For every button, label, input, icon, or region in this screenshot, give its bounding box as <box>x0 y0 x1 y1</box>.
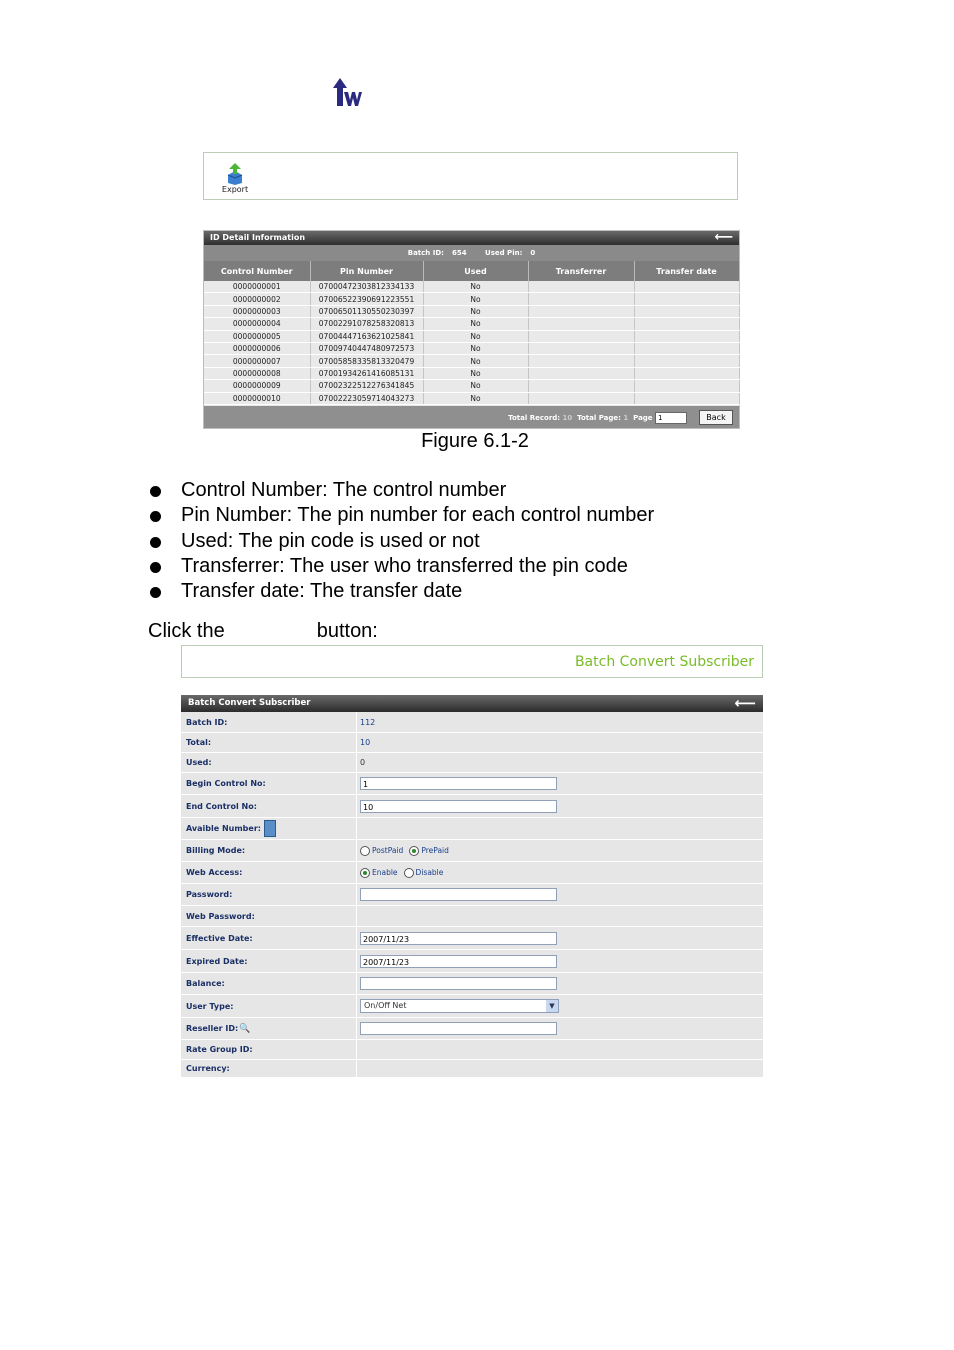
table-cell <box>528 293 634 305</box>
table-row <box>204 293 739 305</box>
prepaid-label: PrePaid <box>421 846 449 855</box>
used-pins-value: 0 <box>530 249 536 257</box>
company-logo <box>332 78 366 108</box>
table-cell: 0000000005 <box>204 330 310 342</box>
table-cell: 0000000006 <box>204 342 310 354</box>
calculator-icon[interactable] <box>264 820 276 837</box>
table-cell <box>528 367 634 379</box>
table-cell <box>528 342 634 354</box>
balance-label: Balance: <box>181 973 357 994</box>
total-record-value: 10 <box>562 414 573 422</box>
table-cell: No <box>423 318 528 330</box>
table-row <box>204 380 739 392</box>
table-cell: 07009740447480972573 <box>310 342 423 354</box>
bullet-item: Used: The pin code is used or not <box>148 529 654 554</box>
bullet-item: Transfer date: The transfer date <box>148 579 654 604</box>
table-cell <box>634 392 739 404</box>
table-row <box>204 305 739 317</box>
column-header: Transfer date <box>634 261 739 281</box>
click-suffix: button: <box>316 620 378 642</box>
table-cell: No <box>423 293 528 305</box>
password-input[interactable] <box>360 888 557 901</box>
total-value: 10 <box>360 738 371 747</box>
back-arrow-icon[interactable]: ⟵ <box>714 230 733 245</box>
table-cell: 0000000002 <box>204 293 310 305</box>
user-type-label: User Type: <box>181 995 357 1017</box>
expired-date-label: Expired Date: <box>181 950 357 972</box>
table-cell <box>634 367 739 379</box>
reseller-id-label: Reseller ID: <box>186 1024 239 1033</box>
table-cell <box>634 293 739 305</box>
prepaid-radio[interactable] <box>409 846 419 856</box>
table-cell <box>634 305 739 317</box>
row-used <box>181 753 763 773</box>
table-row <box>204 342 739 354</box>
batch-id-label: Batch ID: <box>181 712 357 732</box>
table-cell: No <box>423 305 528 317</box>
table-cell: 0000000001 <box>204 281 310 293</box>
effective-date-input[interactable]: 2007/11/23 <box>360 932 557 945</box>
table-cell: 07002223059714043273 <box>310 392 423 404</box>
table-cell <box>528 318 634 330</box>
row-rate-group <box>181 1040 763 1060</box>
batch-convert-link[interactable]: Batch Convert Subscriber <box>574 654 754 670</box>
row-begin-control <box>181 773 763 795</box>
table-cell: 0000000008 <box>204 367 310 379</box>
row-currency <box>181 1060 763 1078</box>
batch-id-value: 654 <box>451 249 467 257</box>
table-cell: 07004447163621025841 <box>310 330 423 342</box>
row-batch-id <box>181 712 763 733</box>
row-web-access <box>181 862 763 884</box>
row-user-type <box>181 995 763 1018</box>
export-button[interactable] <box>218 161 250 195</box>
bullet-item: Pin Number: The pin number for each control number <box>148 503 654 528</box>
row-reseller-id <box>181 1018 763 1040</box>
table-cell <box>528 355 634 367</box>
currency-label: Currency: <box>181 1060 357 1077</box>
search-icon[interactable]: 🔍 <box>239 1023 251 1034</box>
begin-control-input[interactable]: 1 <box>360 777 557 790</box>
form-title-bar <box>181 695 763 712</box>
row-balance <box>181 973 763 995</box>
end-control-label: End Control No: <box>181 795 357 817</box>
table-cell: No <box>423 367 528 379</box>
table-cell: 0000000007 <box>204 355 310 367</box>
postpaid-radio[interactable] <box>360 846 370 856</box>
table-cell <box>634 318 739 330</box>
click-prefix: Click the <box>148 620 225 642</box>
grid-title-bar <box>204 231 739 245</box>
row-password <box>181 884 763 906</box>
disable-label: Disable <box>415 868 444 877</box>
bullet-item: Control Number: The control number <box>148 478 654 503</box>
figure-caption: Figure 6.1-2 <box>421 430 529 452</box>
chevron-down-icon: ▼ <box>546 1000 558 1012</box>
table-cell: No <box>423 380 528 392</box>
click-instruction <box>148 620 378 643</box>
table-cell: 07005858335813320479 <box>310 355 423 367</box>
used-value: 0 <box>360 758 366 767</box>
batch-convert-form <box>181 695 763 1078</box>
grid-title: ID Detail Information <box>210 233 306 242</box>
table-cell <box>634 342 739 354</box>
used-pins-label: Used Pin: <box>485 249 523 257</box>
web-password-label: Web Password: <box>181 906 357 926</box>
row-total <box>181 733 763 753</box>
table-cell: 07006522390691223551 <box>310 293 423 305</box>
table-cell: No <box>423 342 528 354</box>
bullet-item: Transferrer: The user who transferred the pin code <box>148 554 654 579</box>
effective-date-label: Effective Date: <box>181 927 357 949</box>
table-cell: No <box>423 330 528 342</box>
enable-label: Enable <box>372 868 398 877</box>
table-cell: 07006501130550230397 <box>310 305 423 317</box>
begin-control-label: Begin Control No: <box>181 773 357 794</box>
table-cell: 07002291078258320813 <box>310 318 423 330</box>
table-row <box>204 330 739 342</box>
used-label: Used: <box>181 753 357 772</box>
reseller-id-input[interactable] <box>360 1022 557 1035</box>
column-header: Control Number <box>204 261 310 281</box>
row-available-number <box>181 818 763 840</box>
rate-group-label: Rate Group ID: <box>181 1040 357 1059</box>
postpaid-label: PostPaid <box>372 846 404 855</box>
password-label: Password: <box>181 884 357 905</box>
export-icon <box>224 161 246 185</box>
table-cell <box>634 355 739 367</box>
table-cell <box>528 305 634 317</box>
table-row <box>204 318 739 330</box>
table-cell: 07000472303812334133 <box>310 281 423 293</box>
user-type-select[interactable] <box>360 999 559 1013</box>
table-row <box>204 392 739 404</box>
export-label: Export <box>221 185 249 194</box>
end-control-input[interactable]: 10 <box>360 800 557 813</box>
table-row <box>204 355 739 367</box>
row-effective-date <box>181 927 763 950</box>
row-billing-mode <box>181 840 763 862</box>
expired-date-input[interactable]: 2007/11/23 <box>360 955 557 968</box>
table-cell <box>528 380 634 392</box>
column-header: Transferrer <box>528 261 634 281</box>
web-access-label: Web Access: <box>181 862 357 883</box>
back-button[interactable]: Back <box>699 410 733 425</box>
grid-summary <box>204 245 739 261</box>
page-label: Page <box>633 414 653 422</box>
table-cell: No <box>423 281 528 293</box>
enable-radio[interactable] <box>360 868 370 878</box>
table-cell <box>634 330 739 342</box>
table-cell <box>634 380 739 392</box>
table-cell: 0000000009 <box>204 380 310 392</box>
table-cell: 0000000004 <box>204 318 310 330</box>
back-arrow-icon[interactable]: ⟵ <box>734 694 756 712</box>
row-end-control <box>181 795 763 818</box>
total-label: Total: <box>181 733 357 752</box>
user-type-value: On/Off Net <box>364 1001 407 1010</box>
pager-bar <box>204 406 739 428</box>
column-header: Used <box>423 261 528 281</box>
available-number-label: Avaible Number: <box>186 824 261 833</box>
table-cell <box>528 330 634 342</box>
table-cell <box>528 281 634 293</box>
row-expired-date <box>181 950 763 973</box>
row-web-password <box>181 906 763 927</box>
total-page-label: Total Page: <box>577 414 621 422</box>
total-record-label: Total Record: <box>508 414 561 422</box>
table-cell: 0000000010 <box>204 392 310 404</box>
table-cell: No <box>423 392 528 404</box>
column-header: Pin Number <box>310 261 423 281</box>
table-row <box>204 281 739 293</box>
table-cell: 07001934261416085131 <box>310 367 423 379</box>
total-page-value: 1 <box>623 414 629 422</box>
batch-id-value: 112 <box>360 717 376 727</box>
table-cell: No <box>423 355 528 367</box>
table-cell <box>634 281 739 293</box>
disable-radio[interactable] <box>404 868 414 878</box>
id-detail-grid <box>203 230 740 429</box>
batch-id-label: Batch ID: <box>407 249 444 257</box>
form-title: Batch Convert Subscriber <box>188 698 311 708</box>
billing-mode-label: Billing Mode: <box>181 840 357 861</box>
bullet-list <box>148 478 654 604</box>
toolbar-panel <box>203 152 738 200</box>
table-cell: 0000000003 <box>204 305 310 317</box>
balance-input[interactable] <box>360 977 557 990</box>
table-row <box>204 367 739 379</box>
pin-table <box>204 261 740 405</box>
table-cell: 07002322512276341845 <box>310 380 423 392</box>
convert-bar <box>181 645 763 678</box>
page-input[interactable]: 1 <box>655 412 687 424</box>
table-cell <box>528 392 634 404</box>
